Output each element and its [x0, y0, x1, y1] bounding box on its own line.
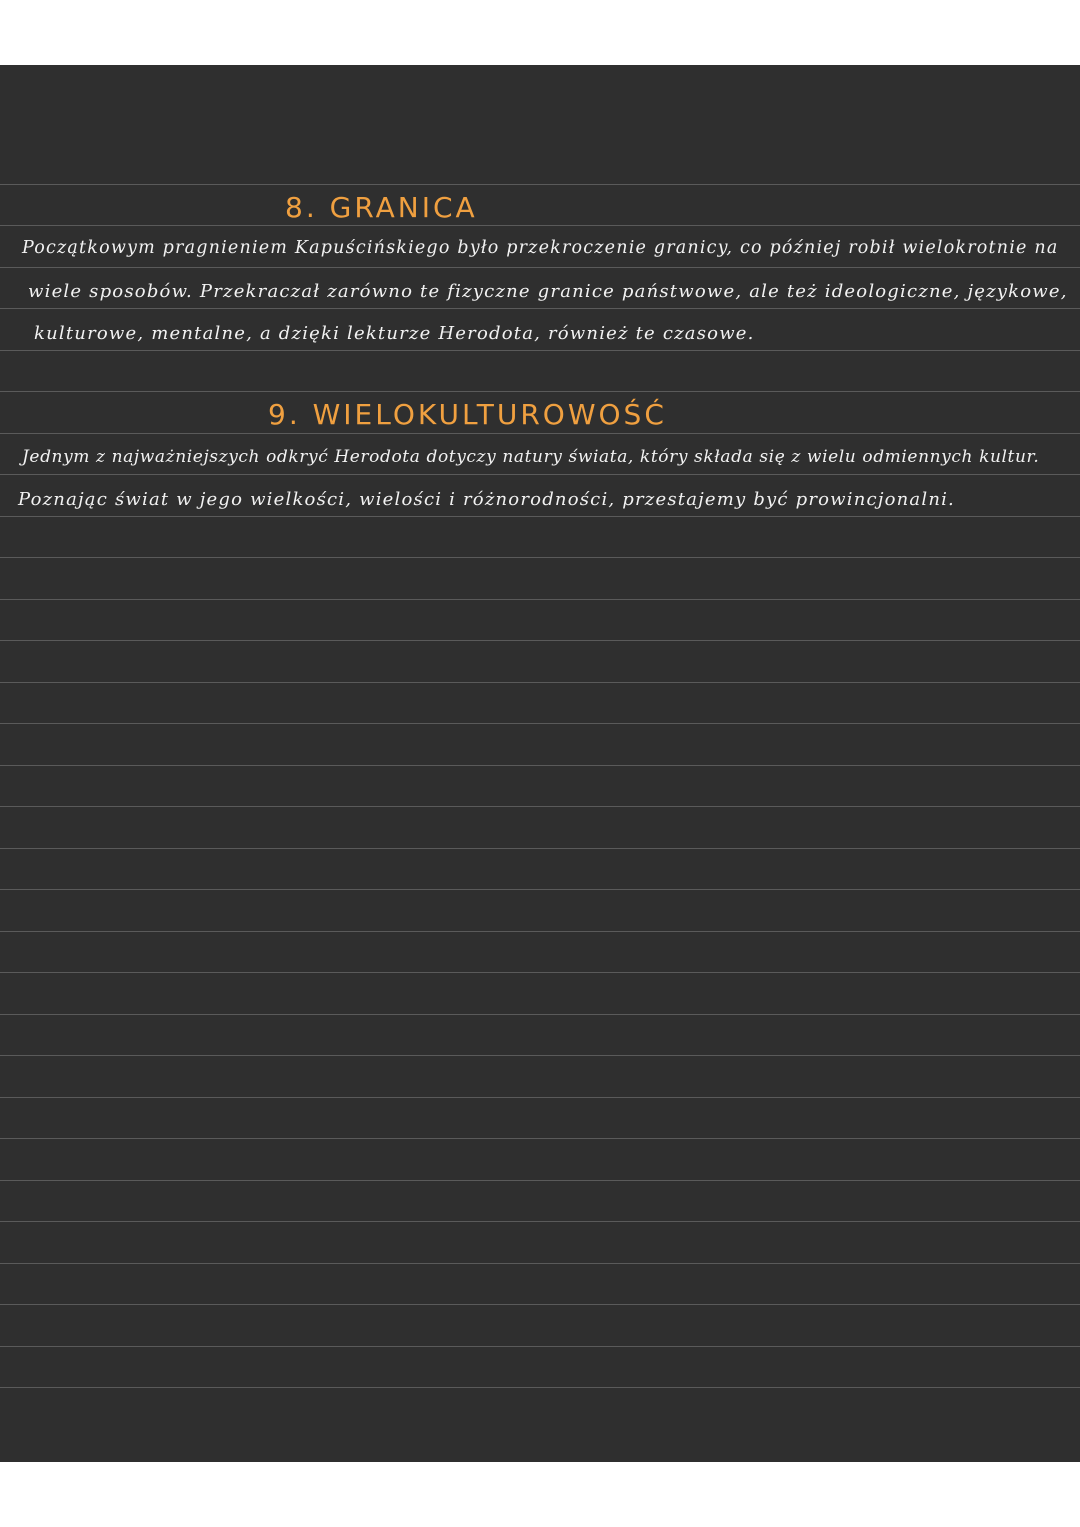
rule-line [0, 225, 1080, 226]
notebook-page [0, 65, 1080, 1462]
rule-line [0, 723, 1080, 724]
rule-line [0, 848, 1080, 849]
rule-line [0, 1263, 1080, 1264]
section-heading-granica: 8. GRANICA [285, 191, 478, 224]
rule-line [0, 1097, 1080, 1098]
rule-line [0, 474, 1080, 475]
paragraph-line: Poznając świat w jego wielkości, wielości i różnorodności, przestajemy być prowincjonalni. [18, 489, 955, 510]
rule-line [0, 1055, 1080, 1056]
rule-line [0, 1221, 1080, 1222]
section-heading-wielokulturowosc: 9. WIELOKULTUROWOŚĆ [268, 398, 667, 431]
rule-line [0, 516, 1080, 517]
ruled-lines [0, 65, 1080, 1462]
rule-line [0, 1138, 1080, 1139]
rule-line [0, 640, 1080, 641]
rule-line [0, 350, 1080, 351]
rule-line [0, 765, 1080, 766]
rule-line [0, 267, 1080, 268]
rule-line [0, 931, 1080, 932]
paragraph-line: Jednym z najważniejszych odkryć Herodota dotyczy natury świata, który składa się z wielu odmiennych kultur. [22, 447, 1040, 467]
rule-line [0, 889, 1080, 890]
rule-line [0, 599, 1080, 600]
rule-line [0, 1387, 1080, 1388]
paragraph-line: wiele sposobów. Przekraczał zarówno te fizyczne granice państwowe, ale też ideologiczne, językowe, [28, 281, 1068, 302]
paragraph-line: Początkowym pragnieniem Kapuścińskiego było przekroczenie granicy, co później robił wielokrotnie na [22, 238, 1059, 258]
rule-line [0, 308, 1080, 309]
rule-line [0, 1304, 1080, 1305]
rule-line [0, 433, 1080, 434]
paragraph-line: kulturowe, mentalne, a dzięki lekturze Herodota, również te czasowe. [34, 323, 755, 344]
rule-line [0, 184, 1080, 185]
rule-line [0, 972, 1080, 973]
rule-line [0, 1180, 1080, 1181]
rule-line [0, 557, 1080, 558]
rule-line [0, 806, 1080, 807]
rule-line [0, 391, 1080, 392]
rule-line [0, 682, 1080, 683]
rule-line [0, 1014, 1080, 1015]
rule-line [0, 1346, 1080, 1347]
